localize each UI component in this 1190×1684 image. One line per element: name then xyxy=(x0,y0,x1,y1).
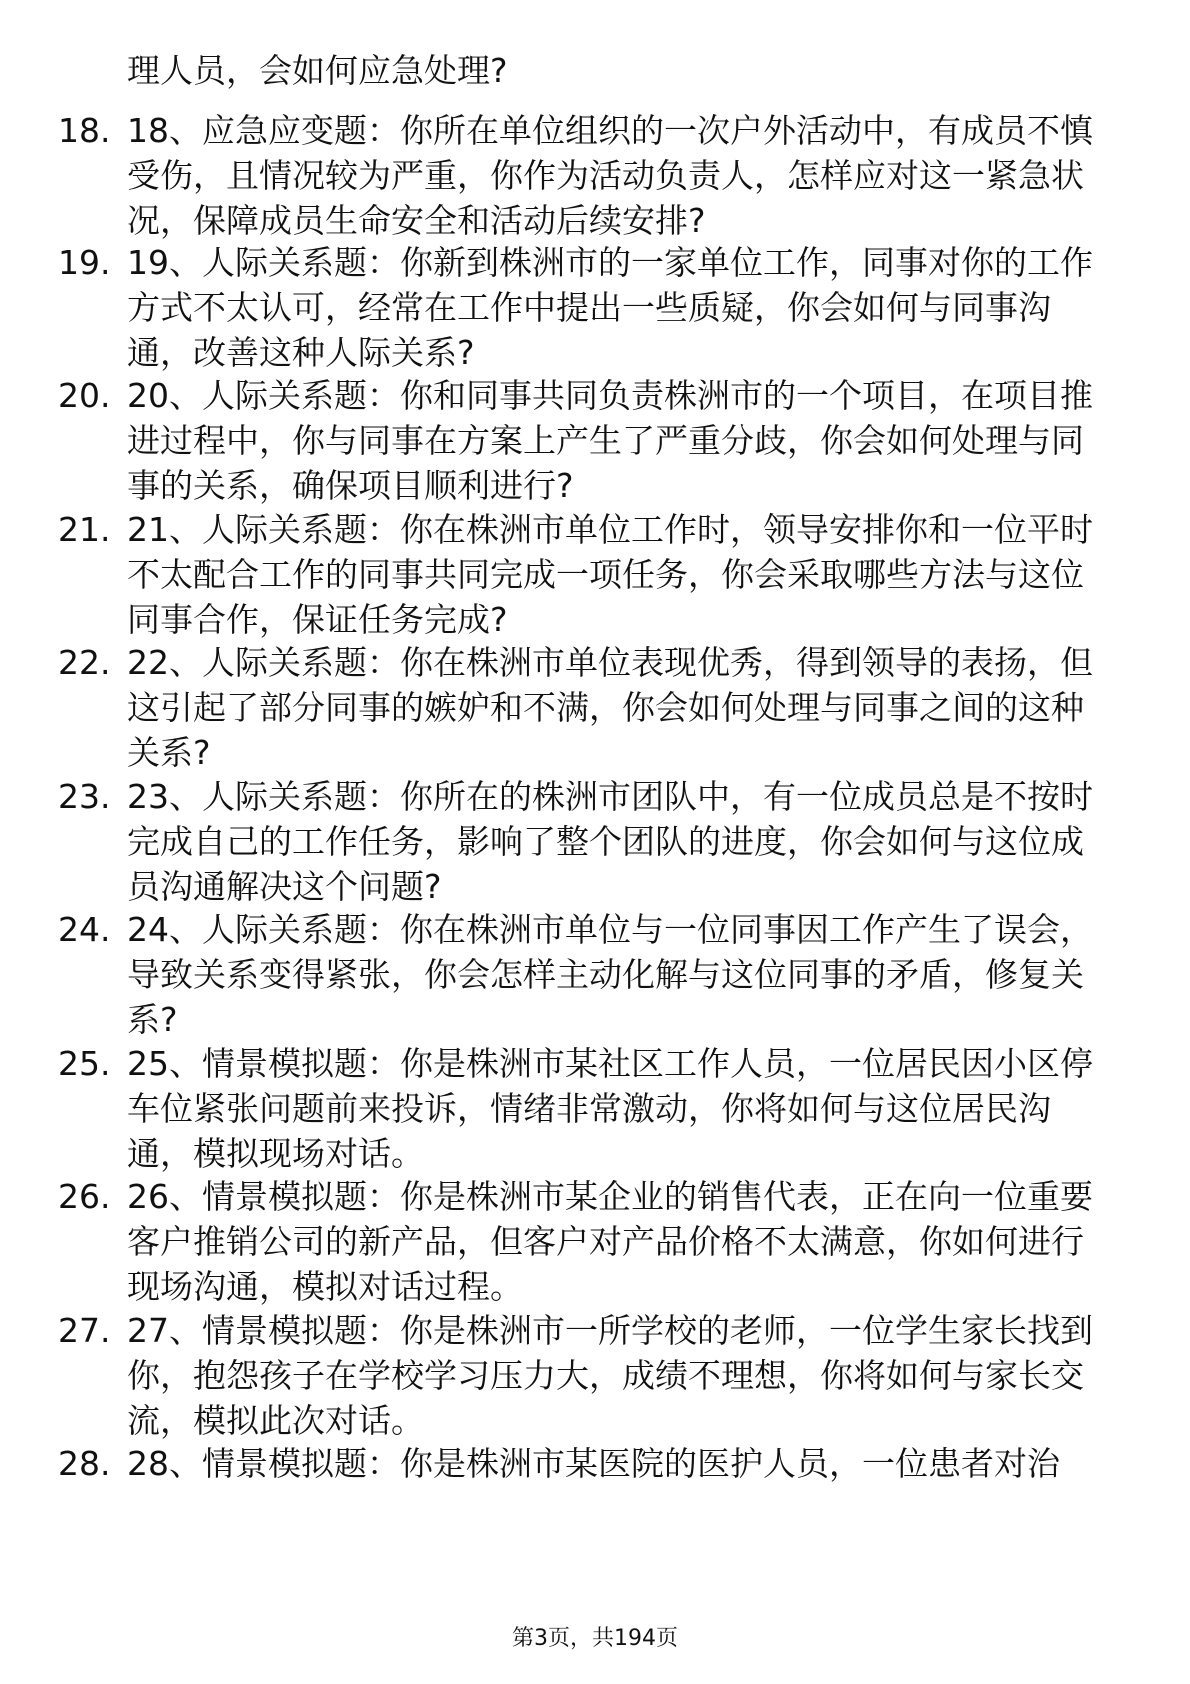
item-number: 26. xyxy=(58,1177,111,1216)
item-text: 20、人际关系题：你和同事共同负责株洲市的一个项目，在项目推进过程中，你与同事在方案上产生了严重分歧，你会如何处理与同事的关系，确保项目顺利进行? xyxy=(127,376,1093,505)
item-text: 28、情景模拟题：你是株洲市某医院的医护人员，一位患者对治 xyxy=(127,1444,1060,1483)
item-number: 23. xyxy=(58,777,111,816)
item-text: 22、人际关系题：你在株洲市单位表现优秀，得到领导的表扬，但这引起了部分同事的嫉妒和不满，你会如何处理与同事之间的这种关系? xyxy=(127,643,1093,772)
item-number: 21. xyxy=(58,510,111,549)
item-number: 28. xyxy=(58,1444,111,1483)
page-footer: 第3页，共194页 xyxy=(512,1626,678,1651)
item-text: 21、人际关系题：你在株洲市单位工作时，领导安排你和一位平时不太配合工作的同事共同完成一项任务，你会采取哪些方法与这位同事合作，保证任务完成? xyxy=(127,510,1093,639)
item-number: 19. xyxy=(58,243,111,282)
item-text: 19、人际关系题：你新到株洲市的一家单位工作，同事对你的工作方式不太认可，经常在工作中提出一些质疑，你会如何与同事沟通，改善这种人际关系? xyxy=(127,243,1093,372)
item-text: 23、人际关系题：你所在的株洲市团队中，有一位成员总是不按时完成自己的工作任务，影响了整个团队的进度，你会如何与这位成员沟通解决这个问题? xyxy=(127,777,1093,906)
item-number: 25. xyxy=(58,1044,111,1083)
item-text: 24、人际关系题：你在株洲市单位与一位同事因工作产生了误会，导致关系变得紧张，你会怎样主动化解与这位同事的矛盾，修复关系? xyxy=(127,910,1093,1039)
item-number: 18. xyxy=(58,111,111,150)
item-text: 25、情景模拟题：你是株洲市某社区工作人员，一位居民因小区停车位紧张问题前来投诉，情绪非常激动，你将如何与这位居民沟通，模拟现场对话。 xyxy=(127,1044,1093,1173)
item-text: 18、应急应变题：你所在单位组织的一次户外活动中，有成员不慎受伤，且情况较为严重，你作为活动负责人，怎样应对这一紧急状况，保障成员生命安全和活动后续安排? xyxy=(127,111,1093,240)
item-text: 27、情景模拟题：你是株洲市一所学校的老师，一位学生家长找到你，抱怨孩子在学校学习压力大，成绩不理想，你将如何与家长交流，模拟此次对话。 xyxy=(127,1311,1093,1440)
item-text: 26、情景模拟题：你是株洲市某企业的销售代表，正在向一位重要客户推销公司的新产品，但客户对产品价格不太满意，你如何进行现场沟通，模拟对话过程。 xyxy=(127,1177,1093,1306)
item-number: 22. xyxy=(58,643,111,682)
item-number: 27. xyxy=(58,1311,111,1350)
item-number: 20. xyxy=(58,376,111,415)
continued-text: 理人员，会如何应急处理? xyxy=(127,51,508,90)
item-number: 24. xyxy=(58,910,111,949)
